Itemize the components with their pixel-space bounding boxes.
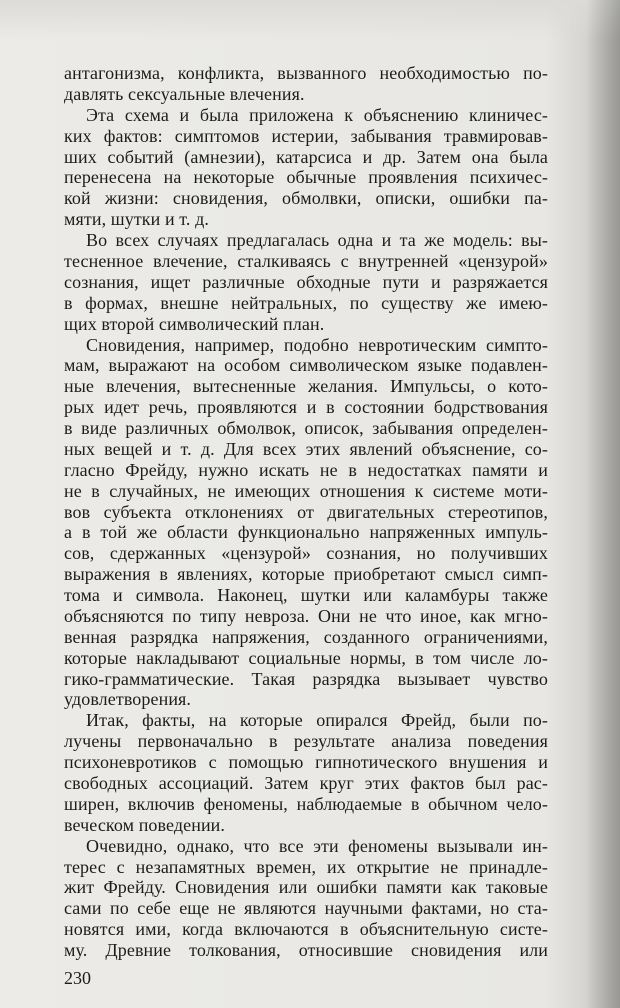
text-line: психоневротиков с помощью гипнотического внушения и — [64, 752, 548, 773]
text-line: сами по себе еще не являются научными фактами, но ста- — [64, 898, 548, 919]
text-line: свободных ассоциаций. Затем круг этих фактов был рас- — [64, 773, 548, 793]
text-line: терес с незапамятных времен, их открытие не принадле- — [64, 856, 548, 877]
text-line: антагонизма, конфликта, вызванного необходимостью по- — [64, 63, 548, 83]
text-line: ших событий (амнезии), катарсиса и др. Затем она была — [64, 146, 548, 167]
text-line: объясняются по типу невроза. Они не что иное, как мгно- — [64, 605, 548, 626]
text-line: ких фактов: симптомов истерии, забывания травмировав- — [64, 125, 548, 146]
text-line: Во всех случаях предлагалась одна и та же модель: вы- — [86, 230, 548, 250]
text-line: Сновидения, например, подобно невротическим симпто- — [86, 334, 548, 355]
text-line: ные влечения, вытесненные желания. Импульсы, о кото- — [64, 376, 548, 397]
text-line: гико-грамматические. Такая разрядка вызывает чувство — [64, 668, 548, 689]
text-line: перенесена на некоторые обычные проявления психичес- — [64, 167, 548, 188]
text-line: не в случайных, не имеющих отношения к системе моти- — [64, 480, 548, 501]
text-line: в формах, внешне нейтральных, по существу же имею- — [64, 292, 548, 313]
page-number: 230 — [64, 968, 91, 988]
text-line: вов субъекта отклонениях от двигательных стереотипов, — [64, 501, 548, 522]
text-line: сов, сдержанных «цензурой» сознания, но получивших — [64, 543, 548, 564]
text-line: ных вещей и т. д. Для всех этих явлений объяснение, со- — [64, 438, 548, 459]
text-line: давлять сексуальные влечения. — [64, 83, 305, 104]
text-line: ширен, включив феномены, наблюдаемые в обычном чело- — [64, 793, 548, 814]
text-line: в виде различных обмолвок, описок, забывания определен- — [64, 418, 548, 438]
text-line: Очевидно, однако, что все эти феномены вызывали ин- — [86, 835, 548, 856]
text-line: тома и символа. Наконец, шутки или каламбуры также — [64, 585, 548, 605]
text-line: Эта схема и была приложена к объяснению клиничес- — [86, 104, 548, 125]
text-line: мяти, шутки и т. д. — [64, 209, 209, 230]
text-line: венная разрядка напряжения, созданного ограничениями, — [64, 626, 548, 647]
text-line: мам, выражают на особом символическом языке подавлен- — [64, 355, 548, 376]
text-line: новятся ими, когда включаются в объяснительную систе- — [64, 919, 548, 940]
text-line: гласно Фрейду, нужно искать не в недостатках памяти и — [64, 459, 548, 480]
text-line: сознания, ищет различные обходные пути и разряжается — [64, 271, 548, 292]
text-line: жит Фрейду. Сновидения или ошибки памяти как таковые — [64, 877, 548, 898]
text-line: веческом поведении. — [64, 814, 226, 835]
text-line: щих второй символический план. — [64, 313, 325, 334]
text-line: лучены первоначально в результате анализа поведения — [64, 731, 548, 752]
text-line: выражения в явлениях, которые приобретают смысл симп- — [64, 564, 548, 585]
text-line: тесненное влечение, сталкиваясь с внутренней «цензурой» — [64, 250, 548, 271]
text-line: му. Древние толкования, относившие сновидения или — [64, 940, 548, 960]
text-line: Итак, факты, на которые опирался Фрейд, были по- — [86, 710, 548, 731]
text-line: удовлетворения. — [64, 689, 192, 710]
text-line: кой жизни: сновидения, обмолвки, описки, ошибки па- — [64, 188, 548, 209]
text-line: а в той же области функционально напряженных импуль- — [64, 522, 548, 543]
text-line: рых идет речь, проявляются и в состоянии бодрствования — [64, 397, 548, 418]
text-line: которые накладывают социальные нормы, в том числе ло- — [64, 647, 548, 668]
